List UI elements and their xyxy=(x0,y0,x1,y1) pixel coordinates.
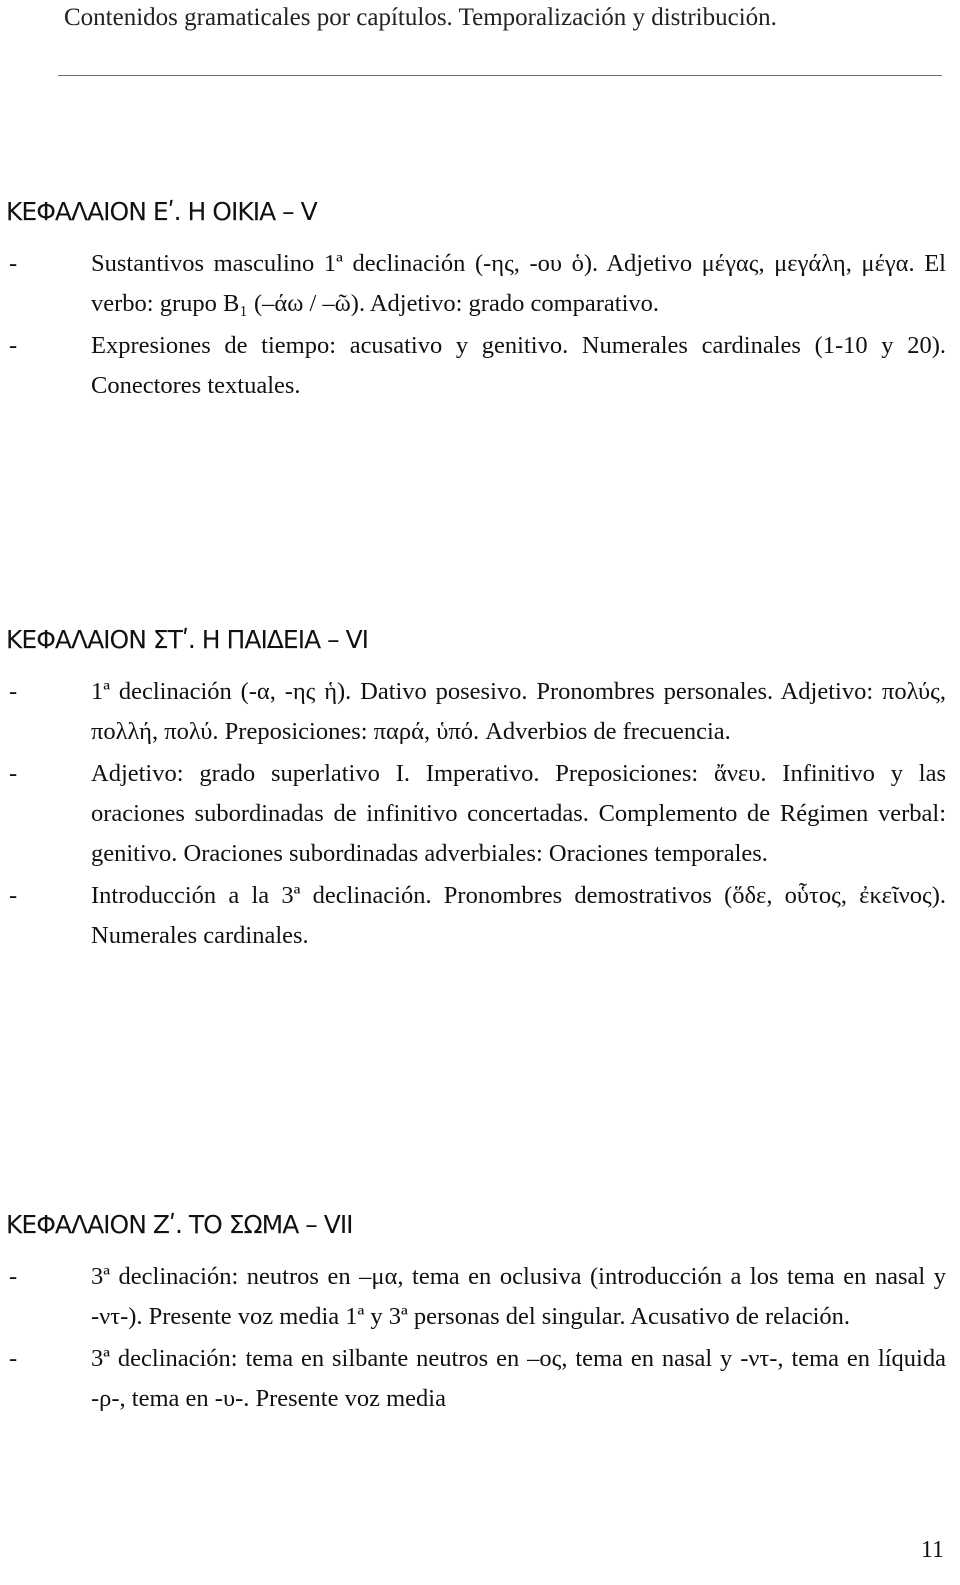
chapter-7-title: ΚΕΦΑΛΑΙΟΝ Ζʹ. ΤΟ ΣΩΜΑ – VII xyxy=(6,1210,353,1239)
chapter-7-item-1: - 3ª declinación: neutros en –μα, tema en oclusiva (introducción a los tema en nasal y -ντ-). Presente voz media 1ª y 3ª personas del singular. Acusativo de relación. xyxy=(6,1257,946,1337)
header-divider xyxy=(58,75,942,76)
chapter-6-title: ΚΕΦΑΛΑΙΟΝ ΣΤʹ. Η ΠΑΙΔΕΙΑ – VI xyxy=(6,625,369,654)
chapter-7 xyxy=(6,1210,946,1419)
chapter-5-item-2: - Expresiones de tiempo: acusativo y genitivo. Numerales cardinales (1-10 y 20). Conectores textuales. xyxy=(6,326,946,406)
chapter-6-item-1: - 1ª declinación (-α, -ης ἡ). Dativo posesivo. Pronombres personales. Adjetivo: πολύς, πολλή, πολύ. Preposiciones: παρά, ὑπό. Adverbios de frecuencia. xyxy=(6,672,946,752)
chapter-7-items xyxy=(6,1257,946,1419)
chapter-5 xyxy=(6,197,946,406)
chapter-5-items xyxy=(6,244,946,406)
chapter-5-title: ΚΕΦΑΛΑΙΟΝ Εʹ. Η ΟΙΚΙΑ – V xyxy=(6,197,317,226)
chapter-6-item-2: - Adjetivo: grado superlativo I. Imperativo. Preposiciones: ἄνευ. Infinitivo y las oraciones subordinadas de infinitivo concertadas. Complemento de Régimen verbal: genitivo. Oraciones subordinadas adverbiales: Oraciones temporales. xyxy=(6,754,946,874)
running-header: Contenidos gramaticales por capítulos. Temporalización y distribución. xyxy=(64,4,777,31)
chapter-5-item-1: - Sustantivos masculino 1ª declinación (-ης, -ου ὁ). Adjetivo μέγας, μεγάλη, μέγα. El verbo: grupo B₁ (–άω / –ῶ). Adjetivo: grado comparativo. xyxy=(6,244,946,324)
page-number: 11 xyxy=(920,1537,944,1563)
chapter-6-items xyxy=(6,672,946,956)
chapter-6-item-3: - Introducción a la 3ª declinación. Pronombres demostrativos (ὅδε, οὗτος, ἐκεῖνος). Numerales cardinales. xyxy=(6,876,946,956)
chapter-6 xyxy=(6,625,946,956)
chapter-7-item-2: - 3ª declinación: tema en silbante neutros en –ος, tema en nasal y -ντ-, tema en líquida -ρ-, tema en -υ-. Presente voz media xyxy=(6,1339,946,1419)
